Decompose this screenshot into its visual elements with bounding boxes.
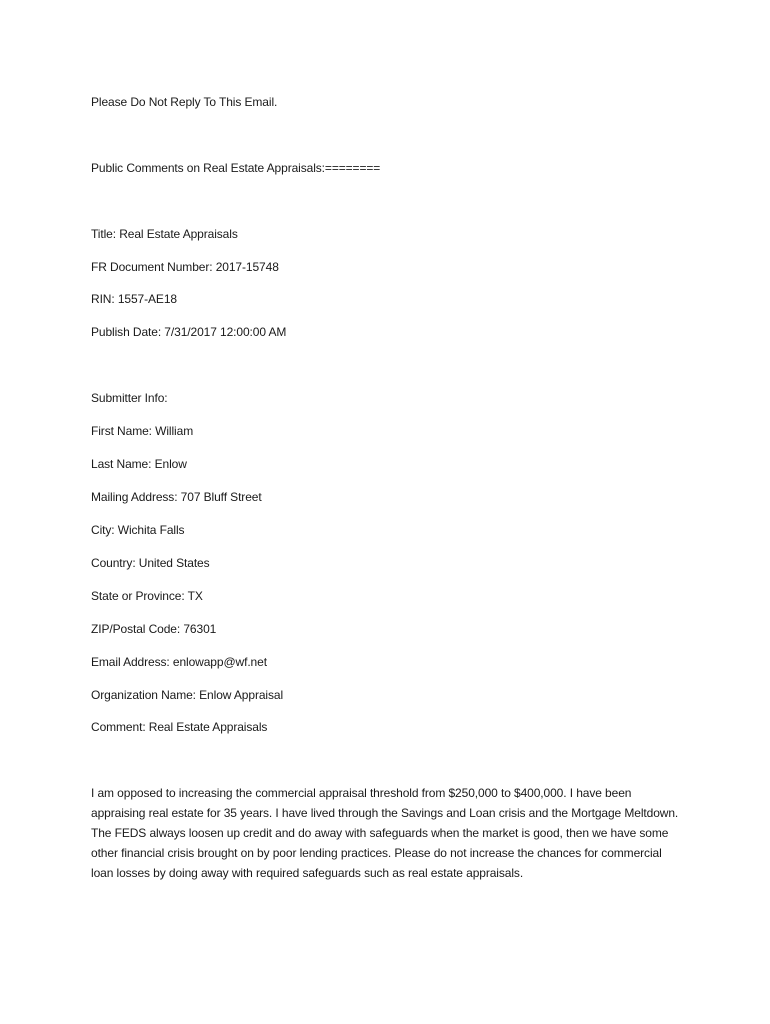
publish-date-line: Publish Date: 7/31/2017 12:00:00 AM <box>91 325 287 339</box>
last-name-line: Last Name: Enlow <box>91 457 187 471</box>
country-line: Country: United States <box>91 556 210 570</box>
zip-line: ZIP/Postal Code: 76301 <box>91 622 217 636</box>
first-name-line: First Name: William <box>91 424 194 438</box>
city-line: City: Wichita Falls <box>91 523 185 537</box>
organization-line: Organization Name: Enlow Appraisal <box>91 688 284 702</box>
state-line: State or Province: TX <box>91 589 203 603</box>
rin-line: RIN: 1557-AE18 <box>91 292 177 306</box>
submitter-info-header: Submitter Info: <box>91 391 168 405</box>
fr-document-number-line: FR Document Number: 2017-15748 <box>91 260 279 274</box>
document-heading: Public Comments on Real Estate Appraisals:======== <box>91 161 381 175</box>
mailing-address-line: Mailing Address: 707 Bluff Street <box>91 490 262 504</box>
email-address-line: Email Address: enlowapp@wf.net <box>91 655 267 669</box>
title-line: Title: Real Estate Appraisals <box>91 227 238 241</box>
no-reply-notice: Please Do Not Reply To This Email. <box>91 95 278 109</box>
comment-line: Comment: Real Estate Appraisals <box>91 720 268 734</box>
comment-body: I am opposed to increasing the commercial appraisal threshold from $250,000 to $400,000. I have been appraising real estate for 35 years. I have lived through the Savings and Loan crisis and the Mortgage Meltdown. The FEDS always loosen up credit and do away with safeguards when the market is good, then we have some other financial crisis brought on by poor lending practices. Please do not increase the chances for commercial loan losses by doing away with required safeguards such as real estate appraisals. <box>91 786 679 880</box>
